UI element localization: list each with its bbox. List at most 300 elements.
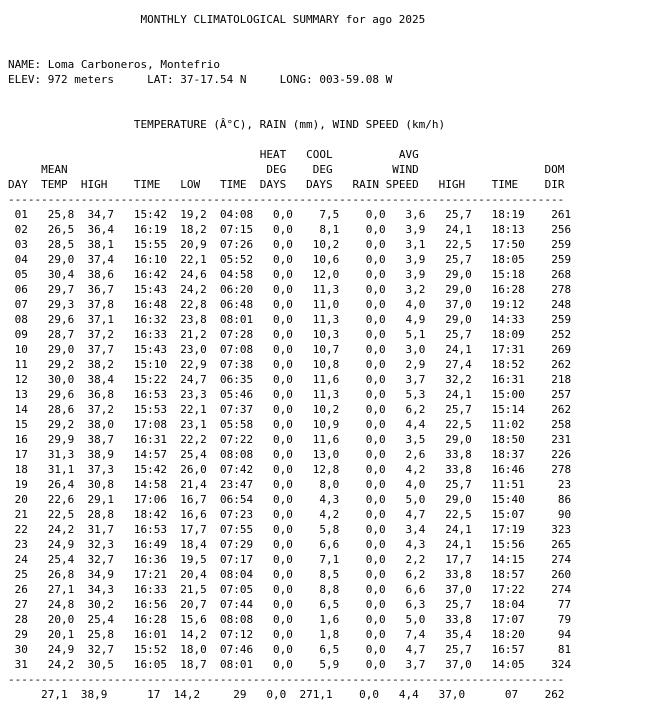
table-cell: 25,7 (445, 253, 472, 266)
table-cell: 94 (557, 628, 572, 641)
table-cell: 0,0 (273, 403, 293, 416)
table-cell: 08:08 (220, 613, 254, 626)
table-cell: 323 (551, 523, 572, 536)
table-cell: 3,9 (405, 253, 426, 266)
table-row (8, 372, 571, 387)
table-cell: 07 (504, 688, 519, 701)
table-cell: 0,0 (365, 538, 386, 551)
station-name: Loma Carboneros, Montefrio (47, 58, 220, 71)
table-cell: 18:19 (491, 208, 525, 221)
table-cell: 8,1 (319, 223, 340, 236)
table-cell: 262 (551, 358, 572, 371)
table-cell: 3,7 (405, 373, 426, 386)
table-cell: 04 (14, 253, 28, 266)
table-cell: 4,4 (398, 688, 419, 701)
table-cell: 0,0 (273, 253, 293, 266)
table-cell: 25,4 (47, 553, 75, 566)
table-cell: 14:05 (491, 658, 525, 671)
table-cell: DAYS (259, 178, 287, 191)
table-cell: DEG (312, 163, 333, 176)
table-cell: 16:19 (133, 223, 167, 236)
table-cell: 38,7 (87, 433, 114, 446)
table-cell: 09 (14, 328, 28, 341)
table-cell: 15:07 (491, 508, 525, 521)
table-cell: 16:36 (133, 553, 167, 566)
table-cell: 18:42 (133, 508, 167, 521)
table-row (8, 357, 571, 372)
table-cell: 0,0 (365, 598, 386, 611)
table-cell: WIND (392, 163, 419, 176)
table-row (8, 462, 571, 477)
table-cell: 0,0 (365, 268, 386, 281)
table-cell: 22,2 (180, 433, 207, 446)
table-cell: 262 (551, 403, 572, 416)
table-cell: 269 (551, 343, 572, 356)
table-cell: 11 (14, 358, 28, 371)
table-cell: 0,0 (365, 508, 386, 521)
header-row-1 (8, 147, 571, 162)
table-cell: 22,5 (445, 238, 472, 251)
table-cell: 261 (551, 208, 572, 221)
table-cell: 29,0 (445, 493, 472, 506)
table-cell: 265 (551, 538, 572, 551)
table-cell: 04:08 (220, 208, 254, 221)
table-row (8, 507, 571, 522)
table-cell: 7,5 (319, 208, 340, 221)
table-cell: 16:56 (133, 598, 167, 611)
table-cell: 29,0 (47, 343, 75, 356)
table-cell: 24,1 (445, 538, 472, 551)
table-cell: 38,1 (87, 238, 114, 251)
table-cell: 11,6 (312, 373, 340, 386)
table-cell: 16:48 (133, 298, 167, 311)
table-cell: 259 (551, 238, 572, 251)
table-cell: 4,0 (405, 478, 426, 491)
table-cell: 08:01 (220, 658, 254, 671)
table-cell: 4,4 (405, 418, 426, 431)
climate-summary-document (8, 12, 571, 702)
blank (8, 87, 571, 102)
table-cell: 17:19 (491, 523, 525, 536)
table-cell: 0,0 (273, 208, 293, 221)
table-cell: 24,2 (47, 523, 75, 536)
header-row-3 (8, 177, 571, 192)
table-cell: 23 (557, 478, 572, 491)
table-cell: 15:55 (133, 238, 167, 251)
table-cell: 15:14 (491, 403, 525, 416)
table-cell: 260 (551, 568, 572, 581)
table-cell: 3,9 (405, 223, 426, 236)
table-cell: 10,7 (312, 343, 340, 356)
table-cell: 29,2 (47, 358, 75, 371)
table-cell: 15:56 (491, 538, 525, 551)
table-cell: 86 (557, 493, 572, 506)
table-cell: 15:40 (491, 493, 525, 506)
table-cell: 1,6 (319, 613, 340, 626)
table-cell: 274 (551, 553, 572, 566)
table-cell: 248 (551, 298, 572, 311)
table-cell: 0,0 (365, 658, 386, 671)
table-cell: 0,0 (273, 238, 293, 251)
table-cell: 16:28 (133, 613, 167, 626)
blank (8, 42, 571, 57)
table-cell: 15:53 (133, 403, 167, 416)
table-cell: 16:33 (133, 328, 167, 341)
table-cell: 28,7 (47, 328, 75, 341)
table-cell: 18:37 (491, 448, 525, 461)
table-cell: 13,0 (312, 448, 340, 461)
table-cell: 11:02 (491, 418, 525, 431)
table-cell: 06:54 (220, 493, 254, 506)
table-row (8, 207, 571, 222)
table-cell: 16:31 (133, 433, 167, 446)
table-cell: 23,0 (180, 343, 207, 356)
table-cell: 07:17 (220, 553, 254, 566)
table-cell: 38,4 (87, 373, 114, 386)
table-cell: MEAN (41, 163, 68, 176)
table-cell: 5,1 (405, 328, 426, 341)
table-row (8, 522, 571, 537)
table-cell: 33,8 (445, 613, 472, 626)
table-cell: DEG (266, 163, 287, 176)
table-cell: 0,0 (359, 688, 379, 701)
table-cell: 0,0 (365, 208, 386, 221)
table-cell: 18:04 (491, 598, 525, 611)
table-cell: 0,0 (365, 418, 386, 431)
table-row (8, 612, 571, 627)
table-cell: 30,4 (47, 268, 75, 281)
table-cell: 0,0 (273, 283, 293, 296)
table-cell: 29,0 (445, 313, 472, 326)
table-cell: 3,2 (405, 283, 426, 296)
table-cell: 20,9 (180, 238, 207, 251)
table-cell: 24,1 (445, 343, 472, 356)
table-cell: 07:22 (220, 433, 254, 446)
table-cell: 14 (14, 403, 28, 416)
table-cell: 0,0 (365, 313, 386, 326)
table-cell: 22,5 (47, 508, 75, 521)
table-cell: 32,7 (87, 553, 114, 566)
table-cell: 29,0 (445, 268, 472, 281)
units-heading-line (8, 117, 571, 132)
table-cell: HEAT (259, 148, 287, 161)
table-cell: 28,8 (87, 508, 114, 521)
table-cell: 07 (14, 298, 28, 311)
table-cell: 30,5 (87, 658, 114, 671)
table-cell: 0,0 (365, 523, 386, 536)
table-cell: 0,0 (273, 493, 293, 506)
table-cell: 5,8 (319, 523, 340, 536)
table-cell: 0,0 (365, 613, 386, 626)
table-cell: 28 (14, 613, 28, 626)
table-cell: 19:12 (491, 298, 525, 311)
table-cell: 33,8 (445, 448, 472, 461)
table-cell: 05:58 (220, 418, 254, 431)
table-cell: 37,4 (87, 253, 114, 266)
table-cell: 6,2 (405, 403, 426, 416)
table-cell: 34,3 (87, 583, 114, 596)
table-cell: 14,2 (173, 688, 201, 701)
table-cell: 0,0 (273, 388, 293, 401)
table-cell: 0,0 (273, 508, 293, 521)
table-row (8, 282, 571, 297)
table-cell: 10,6 (312, 253, 340, 266)
table-cell: 26,5 (47, 223, 75, 236)
table-cell: 17 (147, 688, 161, 701)
table-cell: DAY (8, 178, 28, 191)
table-cell: 31,3 (47, 448, 75, 461)
table-cell: 32,7 (87, 643, 114, 656)
table-cell: 15:42 (133, 463, 167, 476)
table-cell: 0,0 (273, 223, 293, 236)
table-cell: 0,0 (273, 523, 293, 536)
table-cell: 0,0 (365, 568, 386, 581)
table-cell: 14:15 (491, 553, 525, 566)
table-cell: 5,9 (319, 658, 340, 671)
table-row (8, 447, 571, 462)
table-cell: 36,8 (87, 388, 114, 401)
table-cell: 0,0 (365, 388, 386, 401)
table-cell: 08 (14, 313, 28, 326)
table-cell: 16:01 (133, 628, 167, 641)
table-cell: 29,6 (47, 313, 75, 326)
table-cell: 6,2 (405, 568, 426, 581)
table-cell: 17 (14, 448, 28, 461)
table-cell: 17:06 (133, 493, 167, 506)
table-cell: 07:37 (220, 403, 254, 416)
table-cell: DIR (544, 178, 565, 191)
table-cell: 0,0 (273, 463, 293, 476)
title-line (8, 12, 571, 27)
table-cell: 37,0 (445, 298, 472, 311)
table-cell: 31 (14, 658, 28, 671)
table-cell: 16:31 (491, 373, 525, 386)
table-cell: 15:10 (133, 358, 167, 371)
table-cell: 0,0 (273, 328, 293, 341)
table-cell: 30,2 (87, 598, 114, 611)
table-cell: 4,7 (405, 643, 426, 656)
table-cell: 16:46 (491, 463, 525, 476)
table-cell: 4,3 (319, 493, 340, 506)
table-cell: 12,0 (312, 268, 340, 281)
table-cell: 0,0 (273, 343, 293, 356)
table-cell: DOM (544, 163, 565, 176)
table-cell: 0,0 (273, 628, 293, 641)
table-cell: 07:28 (220, 328, 254, 341)
table-cell: 23,8 (180, 313, 207, 326)
table-cell: 23,3 (180, 388, 207, 401)
table-row (8, 402, 571, 417)
table-cell: 4,7 (405, 508, 426, 521)
table-cell: 35,4 (445, 628, 472, 641)
table-row (8, 537, 571, 552)
table-cell: 25 (14, 568, 28, 581)
table-cell: 16,7 (180, 493, 207, 506)
latitude-value: 37-17.54 N (180, 73, 247, 86)
table-row (8, 297, 571, 312)
table-cell: 0,0 (365, 448, 386, 461)
table-cell: 21,2 (180, 328, 207, 341)
table-cell: 8,5 (319, 568, 340, 581)
table-cell: 2,9 (405, 358, 426, 371)
table-cell: 34,7 (87, 208, 114, 221)
table-cell: 30,0 (47, 373, 75, 386)
table-cell: 1,8 (319, 628, 340, 641)
table-row (8, 342, 571, 357)
table-cell: 26,4 (47, 478, 75, 491)
table-cell: 25,7 (445, 598, 472, 611)
table-cell: 07:26 (220, 238, 254, 251)
table-cell: 0,0 (365, 343, 386, 356)
table-cell: 21,5 (180, 583, 207, 596)
table-cell: 24,9 (47, 643, 75, 656)
table-row (8, 312, 571, 327)
table-cell: 37,2 (87, 403, 114, 416)
table-cell: 22,1 (180, 253, 207, 266)
table-cell: 07:08 (220, 343, 254, 356)
table-cell: TEMP (41, 178, 68, 191)
table-row (8, 477, 571, 492)
table-cell: 4,0 (405, 298, 426, 311)
table-cell: 19,2 (180, 208, 207, 221)
table-cell: 25,7 (445, 643, 472, 656)
table-cell: 24,7 (180, 373, 207, 386)
table-cell: 07:42 (220, 463, 254, 476)
table-cell: 0,0 (365, 238, 386, 251)
table-cell: 18 (14, 463, 28, 476)
table-cell: 14:57 (133, 448, 167, 461)
table-cell: 14:33 (491, 313, 525, 326)
table-cell: 79 (557, 613, 572, 626)
table-cell: 20,0 (47, 613, 75, 626)
table-cell: 26,0 (180, 463, 207, 476)
table-cell: 0,0 (273, 298, 293, 311)
table-cell: 24,1 (445, 223, 472, 236)
table-row (8, 597, 571, 612)
table-cell: 15:18 (491, 268, 525, 281)
table-cell: 18:50 (491, 433, 525, 446)
table-row (8, 642, 571, 657)
table-cell: 25,7 (445, 403, 472, 416)
table-cell: 16:57 (491, 643, 525, 656)
table-cell: 257 (551, 388, 572, 401)
table-row (8, 582, 571, 597)
table-cell: 23,1 (180, 418, 207, 431)
table-cell: 7,4 (405, 628, 426, 641)
table-cell: 21 (14, 508, 28, 521)
header-row-2 (8, 162, 571, 177)
table-cell: 16,6 (180, 508, 207, 521)
table-cell: 38,0 (87, 418, 114, 431)
table-cell: 0,0 (273, 583, 293, 596)
table-cell: 0,0 (266, 688, 287, 701)
table-cell: 5,0 (405, 613, 426, 626)
table-cell: 6,6 (405, 583, 426, 596)
table-cell: 29,1 (87, 493, 114, 506)
table-cell: 3,7 (405, 658, 426, 671)
table-cell: HIGH (438, 178, 466, 191)
table-cell: 231 (551, 433, 572, 446)
table-cell: AVG (398, 148, 419, 161)
table-cell: 22,1 (180, 403, 207, 416)
table-cell: 3,4 (405, 523, 426, 536)
table-cell: 10,2 (312, 238, 340, 251)
table-cell: SPEED (385, 178, 419, 191)
table-cell: 22,5 (445, 418, 472, 431)
table-cell: 259 (551, 313, 572, 326)
table-cell: 36,7 (87, 283, 114, 296)
table-cell: 0,0 (365, 433, 386, 446)
table-cell: 24,1 (445, 523, 472, 536)
table-cell: 33,8 (445, 463, 472, 476)
table-cell: 27,1 (41, 688, 68, 701)
table-cell: 0,0 (365, 553, 386, 566)
table-cell: 268 (551, 268, 572, 281)
table-cell: 16:28 (491, 283, 525, 296)
totals-row (8, 687, 571, 702)
table-cell: 16 (14, 433, 28, 446)
table-cell: 19 (14, 478, 28, 491)
table-cell: 4,2 (319, 508, 340, 521)
table-cell: 20,7 (180, 598, 207, 611)
table-cell: 26,8 (47, 568, 75, 581)
table-cell: 2,2 (405, 553, 426, 566)
units-heading: TEMPERATURE (Â°C), RAIN (mm), WIND SPEED (km/h) (133, 118, 446, 131)
table-row (8, 327, 571, 342)
table-cell: TIME (491, 178, 519, 191)
table-cell: 29 (233, 688, 247, 701)
table-cell: 21,4 (180, 478, 207, 491)
table-cell: 25,7 (445, 478, 472, 491)
table-cell: 32,2 (445, 373, 472, 386)
table-cell: 0,0 (273, 478, 293, 491)
table-cell: 10,9 (312, 418, 340, 431)
table-cell: 0,0 (273, 613, 293, 626)
table-row (8, 387, 571, 402)
table-cell: 17:22 (491, 583, 525, 596)
table-cell: 0,0 (365, 223, 386, 236)
table-cell: 16:10 (133, 253, 167, 266)
blank (8, 27, 571, 42)
table-cell: 07:38 (220, 358, 254, 371)
table-cell: 15:00 (491, 388, 525, 401)
table-cell: 28,5 (47, 238, 75, 251)
table-cell: 0,0 (273, 553, 293, 566)
table-row (8, 657, 571, 672)
table-cell: 256 (551, 223, 572, 236)
table-cell: TIME (133, 178, 161, 191)
table-cell: 0,0 (273, 643, 293, 656)
table-cell: 25,4 (180, 448, 207, 461)
table-cell: 07:46 (220, 643, 254, 656)
table-cell: 37,8 (87, 298, 114, 311)
table-cell: 2,6 (405, 448, 426, 461)
table-cell: 15,6 (180, 613, 207, 626)
table-cell: 3,0 (405, 343, 426, 356)
table-cell: 22,5 (445, 508, 472, 521)
table-cell: HIGH (80, 178, 108, 191)
table-cell: 16:49 (133, 538, 167, 551)
table-cell: 24,2 (47, 658, 75, 671)
table-cell: 0,0 (273, 358, 293, 371)
table-cell: 15:52 (133, 643, 167, 656)
table-cell: 10,3 (312, 328, 340, 341)
table-cell: 26 (14, 583, 28, 596)
table-cell: 31,1 (47, 463, 75, 476)
table-cell: 3,6 (405, 208, 426, 221)
table-cell: 11,6 (312, 433, 340, 446)
table-cell: 13 (14, 388, 28, 401)
